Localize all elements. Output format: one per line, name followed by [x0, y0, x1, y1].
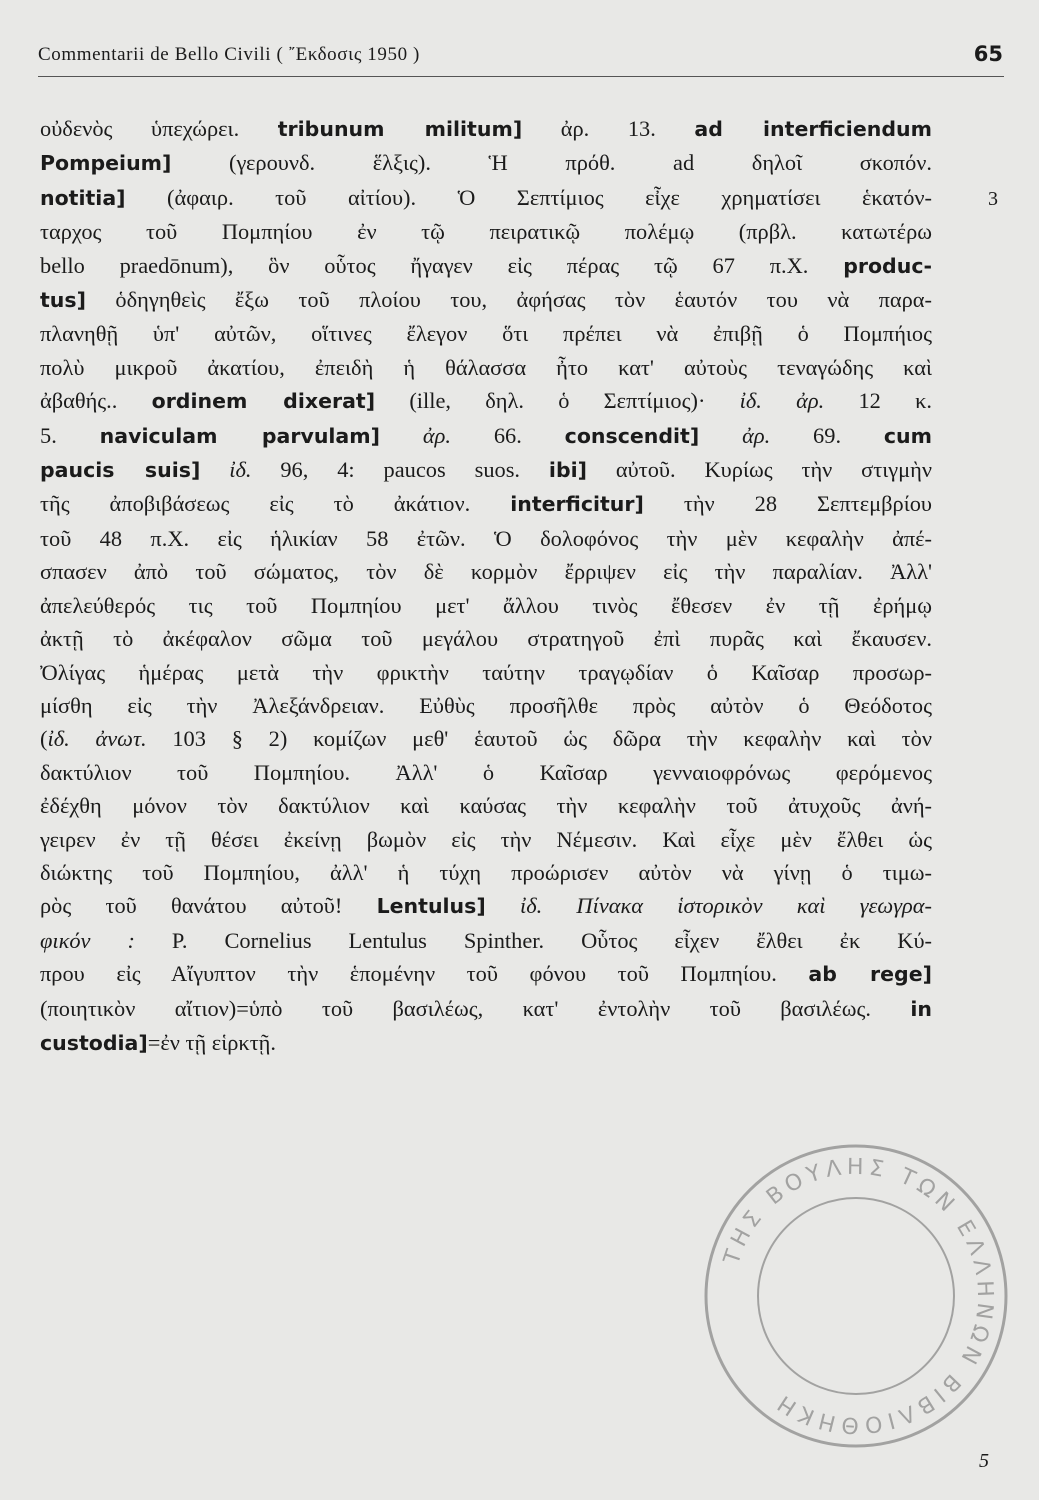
text-line [40, 453, 932, 487]
lemma: ab rege] [808, 962, 932, 987]
margin-line-number: 3 [988, 188, 998, 210]
text-line [40, 384, 932, 418]
lemma: custodia] [40, 1030, 148, 1055]
header-rule [38, 76, 1004, 77]
text-line [40, 419, 932, 453]
text-run: bello praedōnum), ὃν οὗτος ἤγαγεν εἰς πέρας τῷ 67 π.Χ. [40, 252, 844, 278]
italic-ref: ἰδ. [229, 457, 252, 483]
italic-ref: ἰδ. ἀνωτ. [47, 726, 147, 752]
text-run: (ποιητικὸν αἴτιον)=ὑπὸ τοῦ βασιλέως, κατ' ἐντολὴν τοῦ βασιλέως. [40, 995, 911, 1021]
lemma: produc- [843, 253, 932, 278]
text-run: 103 § 2) κομίζων μεθ' ἑαυτοῦ ὡς δῶρα τὴν κεφαλὴν καὶ τὸν [146, 726, 932, 752]
text-line [40, 622, 932, 655]
text-run: ἀκτῇ τὸ ἀκέφαλον σῶμα τοῦ μεγάλου στρατηγοῦ ἐπὶ πυρᾶς καὶ ἔκαυσεν. [40, 626, 932, 652]
text-run: πρου εἰς Αἴγυπτον τὴν ἑπομένην τοῦ φόνου τοῦ Πομπηίου. [40, 961, 809, 987]
text-line [40, 522, 932, 555]
text-line [40, 487, 932, 521]
lemma: in [910, 996, 932, 1021]
text-line [40, 789, 932, 822]
text-run: ἀρ. 13. [522, 116, 695, 141]
text-run: ἐδέχθη μόνον τὸν δακτύλιον καὶ καύσας τὴν κεφαλὴν τοῦ ἀτυχοῦς ἀνή- [40, 793, 932, 819]
lemma: conscendit] [564, 423, 700, 448]
library-stamp [700, 1140, 1012, 1452]
text-line [40, 823, 932, 856]
text-run: ( [40, 726, 48, 752]
lemma: tus] [40, 288, 86, 313]
running-head: Commentarii de Bello Civili ( ῎Εκδοσις 1950 ) [38, 44, 420, 65]
lemma: Lentulus] [376, 894, 486, 919]
page-number: 65 [973, 42, 1003, 66]
italic-ref: ἰδ. ἀρ. [739, 388, 825, 414]
text-line [40, 589, 932, 622]
text-line [40, 112, 932, 146]
text-run: P. Cornelius Lentulus Spinther. Οὗτος εἶχεν ἔλθει ἐκ Κύ- [134, 927, 932, 953]
italic-ref: φικόν : [40, 927, 135, 953]
stamp-text: ΤΗΣ ΒΟΥΛΗΣ ΤΩΝ ΕΛΛΗΝΩΝ ΒΙΒΛΙΟΘΗΚΗ [719, 1154, 998, 1438]
text-line [40, 689, 932, 722]
text-run: τῆς ἀποβιβάσεως εἰς τὸ ἀκάτιον. [40, 491, 511, 517]
text-line [40, 317, 932, 350]
lemma: interficitur] [510, 492, 644, 517]
text-run: τοῦ 48 π.Χ. εἰς ἡλικίαν 58 ἐτῶν. Ὁ δολοφόνος τὴν μὲν κεφαλὴν ἀπέ- [40, 525, 932, 551]
text-run: ταρχος τοῦ Πομπηίου ἐν τῷ πειρατικῷ πολέμῳ (πρβλ. κατωτέρω [40, 219, 932, 245]
commentary-text [40, 112, 932, 1060]
text-line [40, 889, 932, 923]
text-line [40, 856, 932, 889]
text-run: οὐδενὸς ὑπεχώρει. [40, 116, 278, 141]
text-run: αὐτοῦ. Κυρίως τὴν στιγμὴν [587, 457, 932, 483]
text-run: (γερουνδ. ἕλξις). Ἡ πρόθ. ad δηλοῖ σκοπόν. [171, 150, 932, 176]
lemma: ad interficiendum [694, 117, 932, 141]
lemma: notitia] [40, 185, 126, 210]
text-line [40, 283, 932, 317]
lemma: ordinem dixerat] [151, 389, 376, 414]
text-run [699, 423, 742, 448]
text-line [40, 722, 932, 755]
text-run [380, 423, 423, 448]
lemma: cum [883, 423, 932, 448]
text-line [40, 656, 932, 689]
italic-ref: ἀρ. [742, 422, 771, 448]
lemma: ibi] [548, 458, 588, 483]
text-run: σπασεν ἀπὸ τοῦ σώματος, τὸν δὲ κορμὸν ἔρριψεν εἰς τὴν παραλίαν. Ἀλλ' [40, 559, 932, 585]
text-line [40, 351, 932, 384]
text-run: (ille, δηλ. ὁ Σεπτίμιος)· [375, 388, 740, 414]
text-line [40, 215, 932, 248]
text-run: ἀβαθής.. [40, 388, 152, 414]
lemma: naviculam parvulam] [99, 423, 380, 448]
text-line [40, 1026, 932, 1060]
lemma: paucis suis] [40, 458, 201, 483]
text-run [486, 893, 520, 918]
text-run: πολὺ μικροῦ ἀκατίου, ἐπειδὴ ἡ θάλασσα ἦτο κατ' αὐτοὺς τεναγώδης καὶ [40, 354, 932, 380]
text-run: μίσθη εἰς τὴν Ἀλεξάνδρειαν. Εὐθὺς προσῆλθε πρὸς αὐτὸν ὁ Θεόδοτος [40, 692, 932, 718]
text-run: 12 κ. [824, 388, 932, 414]
text-run: 69. [770, 422, 884, 448]
text-line [40, 924, 932, 957]
text-run: (ἀφαιρ. τοῦ αἰτίου). Ὁ Σεπτίμιος εἶχε χρηματίσει ἑκατόν- [125, 184, 932, 210]
text-line [40, 146, 932, 180]
text-line [40, 181, 932, 215]
text-line [40, 756, 932, 789]
text-line [40, 992, 932, 1026]
text-run: 5. [40, 422, 100, 448]
folio-mark: 5 [979, 1450, 989, 1472]
text-run: ρὸς τοῦ θανάτου αὐτοῦ! [40, 893, 377, 919]
text-run: γειρεν ἐν τῇ θέσει ἐκείνῃ βωμὸν εἰς τὴν Νέμεσιν. Καὶ εἶχε μὲν ἔλθει ὡς [40, 826, 932, 852]
text-line [40, 249, 932, 283]
text-line [40, 957, 932, 991]
italic-ref: ἰδ. Πίνακα ἱστορικὸν καὶ γεωγρα- [519, 893, 932, 919]
lemma: tribunum militum] [277, 117, 523, 141]
text-run: δακτύλιον τοῦ Πομπηίου. Ἀλλ' ὁ Καῖσαρ γενναιοφρόνως φερόμενος [40, 759, 932, 785]
lemma: Pompeium] [40, 151, 172, 176]
text-line [40, 555, 932, 588]
italic-ref: ἀρ. [422, 422, 451, 448]
text-run: διώκτης τοῦ Πομπηίου, ἀλλ' ἡ τύχη προώρισεν αὐτὸν νὰ γίνῃ ὁ τιμω- [40, 859, 932, 885]
text-run: τὴν 28 Σεπτεμβρίου [643, 491, 932, 517]
text-run: =ἐν τῇ εἱρκτῇ. [147, 1029, 276, 1055]
text-run: Ὀλίγας ἡμέρας μετὰ τὴν φρικτὴν ταύτην τραγῳδίαν ὁ Καῖσαρ προσωρ- [40, 659, 932, 685]
text-run [200, 457, 229, 482]
text-run: 96, 4: paucos suos. [251, 457, 549, 483]
text-run: ὁδηγηθεὶς ἔξω τοῦ πλοίου του, ἀφήσας τὸν ἑαυτόν του νὰ παρα- [85, 287, 932, 313]
text-run: πλανηθῇ ὑπ' αὐτῶν, οἵτινες ἔλεγον ὅτι πρέπει νὰ ἐπιβῇ ὁ Πομπήιος [40, 321, 932, 347]
text-run: ἀπελεύθερός τις τοῦ Πομπηίου μετ' ἄλλου τινὸς ἔθεσεν ἐν τῇ ἐρήμῳ [40, 592, 932, 618]
text-run: 66. [450, 422, 565, 448]
